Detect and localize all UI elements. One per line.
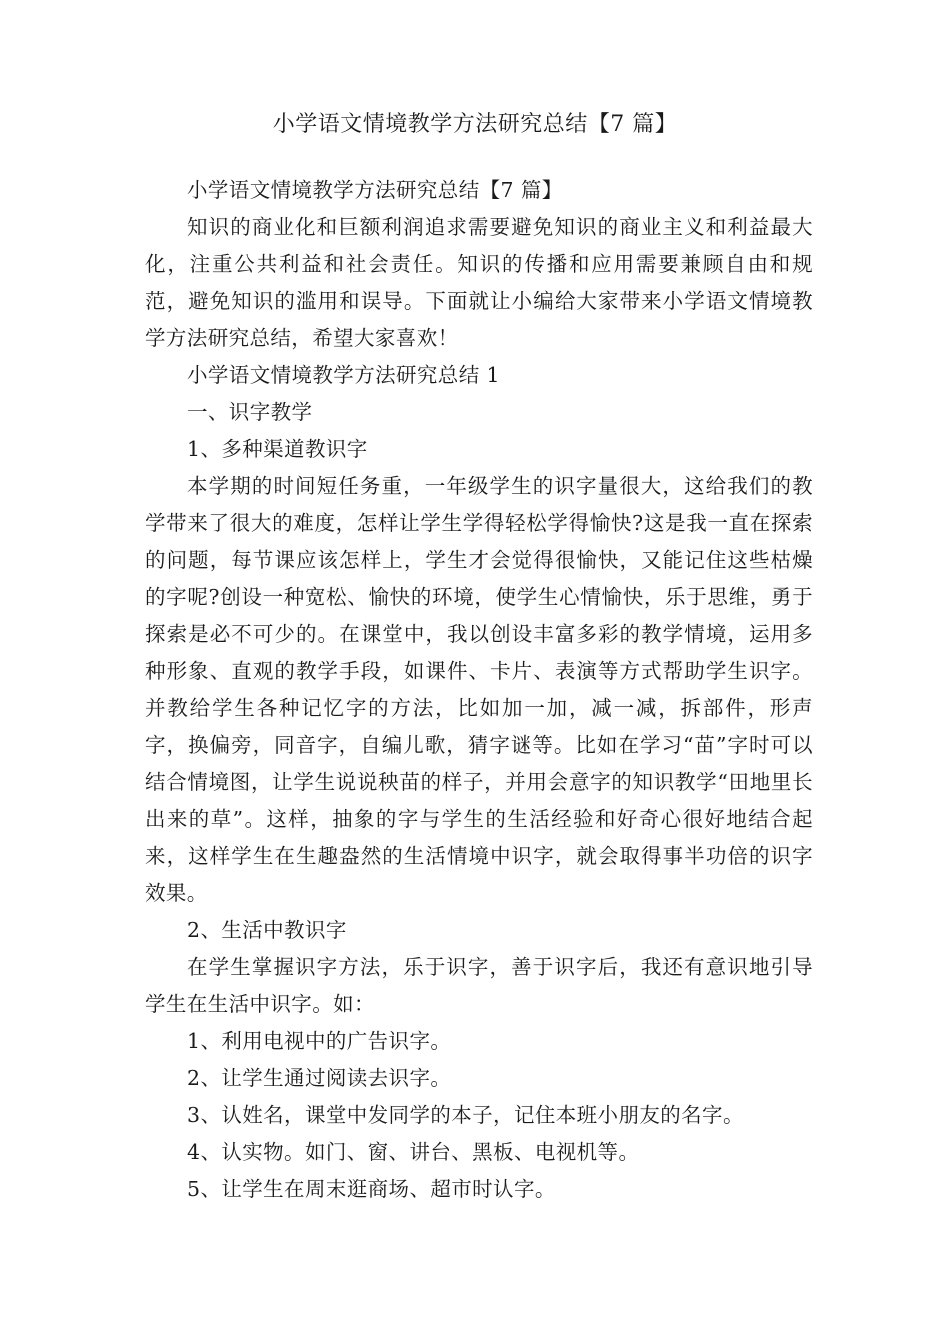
list-item: 2、让学生通过阅读去识字。	[187, 1066, 452, 1090]
item-heading: 1、多种渠道教识字	[187, 437, 368, 461]
list-item: 4、认实物。如门、窗、讲台、黑板、电视机等。	[187, 1140, 640, 1164]
paragraph-body: 在学生掌握识字方法，乐于识字，善于识字后，我还有意识地引导学生在生活中识字。如：	[145, 955, 813, 1016]
document-body	[145, 172, 813, 1208]
item-heading: 2、生活中教识字	[187, 918, 347, 942]
list-item: 3、认姓名，课堂中发同学的本子，记住本班小朋友的名字。	[187, 1103, 744, 1127]
paragraph-subtitle: 小学语文情境教学方法研究总结【7 篇】	[187, 178, 563, 202]
paragraph-body: 本学期的时间短任务重，一年级学生的识字量很大，这给我们的教学带来了很大的难度，怎样让学生学得轻松学得愉快?这是我一直在探索的问题，每节课应该怎样上，学生才会觉得很愉快，又能记住这些枯燥的字呢?创设一种宽松、愉快的环境，使学生心情愉快，乐于思维，勇于探索是必不可少的。在课堂中，我以创设丰富多彩的教学情境，运用多种形象、直观的教学手段，如课件、卡片、表演等方式帮助学生识字。并教给学生各种记忆字的方法，比如加一加，减一减，拆部件，形声字，换偏旁，同音字，自编儿歌，猜字谜等。比如在学习“苗”字时可以结合情境图，让学生说说秧苗的样子，并用会意字的知识教学“田地里长出来的草”。这样，抽象的字与学生的生活经验和好奇心很好地结合起来，这样学生在生趣盎然的生活情境中识字，就会取得事半功倍的识字效果。	[145, 474, 813, 905]
paragraph-intro: 知识的商业化和巨额利润追求需要避免知识的商业主义和利益最大化，注重公共利益和社会责任。知识的传播和应用需要兼顾自由和规范，避免知识的滥用和误导。下面就让小编给大家带来小学语文情境教学方法研究总结，希望大家喜欢！	[145, 215, 813, 350]
list-item: 5、让学生在周末逛商场、超市时认字。	[187, 1177, 556, 1201]
subsection-heading: 一、识字教学	[187, 400, 313, 424]
document-title: 小学语文情境教学方法研究总结【7 篇】	[272, 112, 678, 137]
section-heading: 小学语文情境教学方法研究总结 1	[187, 363, 500, 387]
list-item: 1、利用电视中的广告识字。	[187, 1029, 452, 1053]
